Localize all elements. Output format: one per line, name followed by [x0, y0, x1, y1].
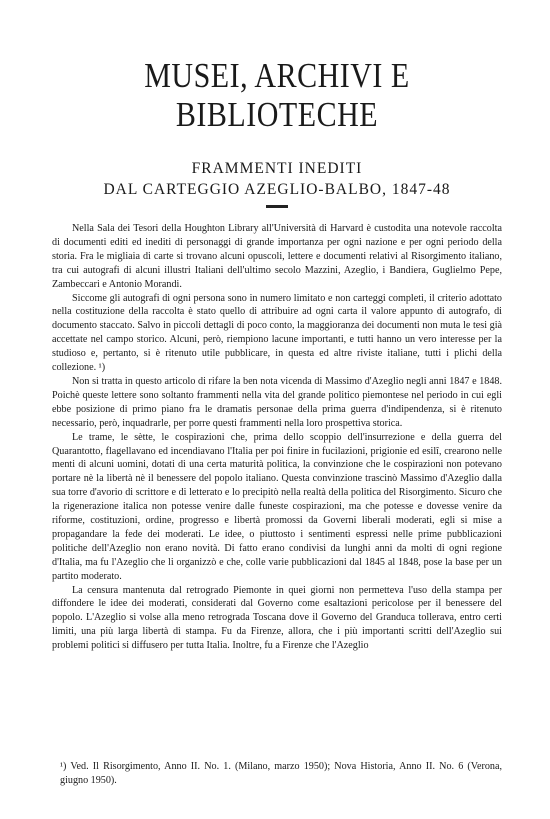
paragraph: La censura mantenuta dal retrogrado Piemonte in quei giorni non permetteva l'uso della stampa per diffondere le idee dei moderati, considerati dal Governo come esaltazioni pericolose per il benessere del popolo. L'Azeglio si volse alla meno retrograda Toscana dove il Governo del Granduca tollerava, entro certi limiti, una più larga libertà di stampa. Fu da Firenze, allora, che i più importanti scritti dell'Azeglio sui problemi politici si diffusero per tutta Italia. Inoltre, fu a Firenze che l'Azeglio — [52, 584, 502, 652]
article-subtitle: DAL CARTEGGIO AZEGLIO-BALBO, 1847-48 — [103, 181, 451, 198]
page-title: MUSEI, ARCHIVI E BIBLIOTECHE — [144, 56, 410, 134]
paragraph: Le trame, le sètte, le cospirazioni che, prima dello scoppio dell'insurrezione e della guerra del Quarantotto, flagellavano ed incendiavano l'Italia per poi finire in fucilazioni, prigionie ed esilî, crearono nelle menti di alcuni uomini, dotati di una certa maturità politica, la convinzione che le cospirazioni non potevano portare nè la libertà nè il benessere del popolo italiano. Questa convinzione trascinò Massimo d'Azeglio dalla sua torre d'avorio di scrittore e di letterato e lo precipitò nella realtà della politica del Risorgimento. Sicuro che la rigenerazione italica non potesse venire dalle funeste cospirazioni, ma che potesse e dovesse venire da riforme, costituzioni, ordine, progresso e libertà promossi da Governi liberali moderati, egli si mise a propagandare la fede dei moderati. Le idee, o piuttosto i sentimenti espressi nelle prime pubblicazioni politiche dell'Azeglio non erano novità. Di fatto erano condivisi da lunghi anni da molti di ogni regione d'Italia, ma fu l'Azeglio che li organizzò e che, colle varie pubblicazioni dal 1845 al 1848, pose la base per un partito moderato. — [52, 431, 502, 582]
paragraph: Nella Sala dei Tesori della Houghton Library all'Università di Harvard è custodita una notevole raccolta di documenti editi ed inediti di personaggi di grande importanza per ogni nazione e per ogni periodo della storia. Fra le migliaia di carte si trovano alcuni opuscoli, lettere e documenti relativi al Risorgimento italiano, tra cui autografi di alcuni illustri Italiani dell'ultimo secolo Mazzini, Azeglio, i Bandiera, Guglielmo Pepe, Zambeccari e Antonio Morandi. — [52, 223, 502, 290]
footnote: ¹) Ved. Il Risorgimento, Anno II. No. 1. (Milano, marzo 1950); Nova Historia, Anno II. No. 6 (Verona, giugno 1950). — [60, 761, 502, 786]
paragraph: Siccome gli autografi di ogni persona sono in numero limitato e non carteggi completi, il criterio adottato nella costituzione della raccolta è stato quello di attribuire ad ogni carta il valore appunto di autografo, di documento staccato. Salvo in piccoli dettagli di poco conto, la maggioranza dei documenti non muta le tesi già accettate nel campo storico. Alcuni, però, riempiono lacune importanti, e tutti hanno un vero interesse per la studioso e, pertanto, si è ritenuto utile pubblicare, in questa ed altre riviste italiane, tutti i plichi della collezione. ¹) — [52, 292, 502, 374]
paragraph: Non si tratta in questo articolo di rifare la ben nota vicenda di Massimo d'Azeglio negli anni 1847 e 1848. Poichè queste lettere sono soltanto frammenti nella vita del grande politico piemontese nel periodo in cui egli ebbe posizione di primo piano fra le dramatis personae della prima guerra d'indipendenza, si è ritenuto necessario, però, inquadrarle, per porre questi frammenti nella loro prospettiva storica. — [52, 375, 502, 429]
article-body — [52, 222, 502, 653]
article-title: FRAMMENTI INEDITI — [191, 160, 363, 177]
ornament-divider — [266, 205, 288, 208]
